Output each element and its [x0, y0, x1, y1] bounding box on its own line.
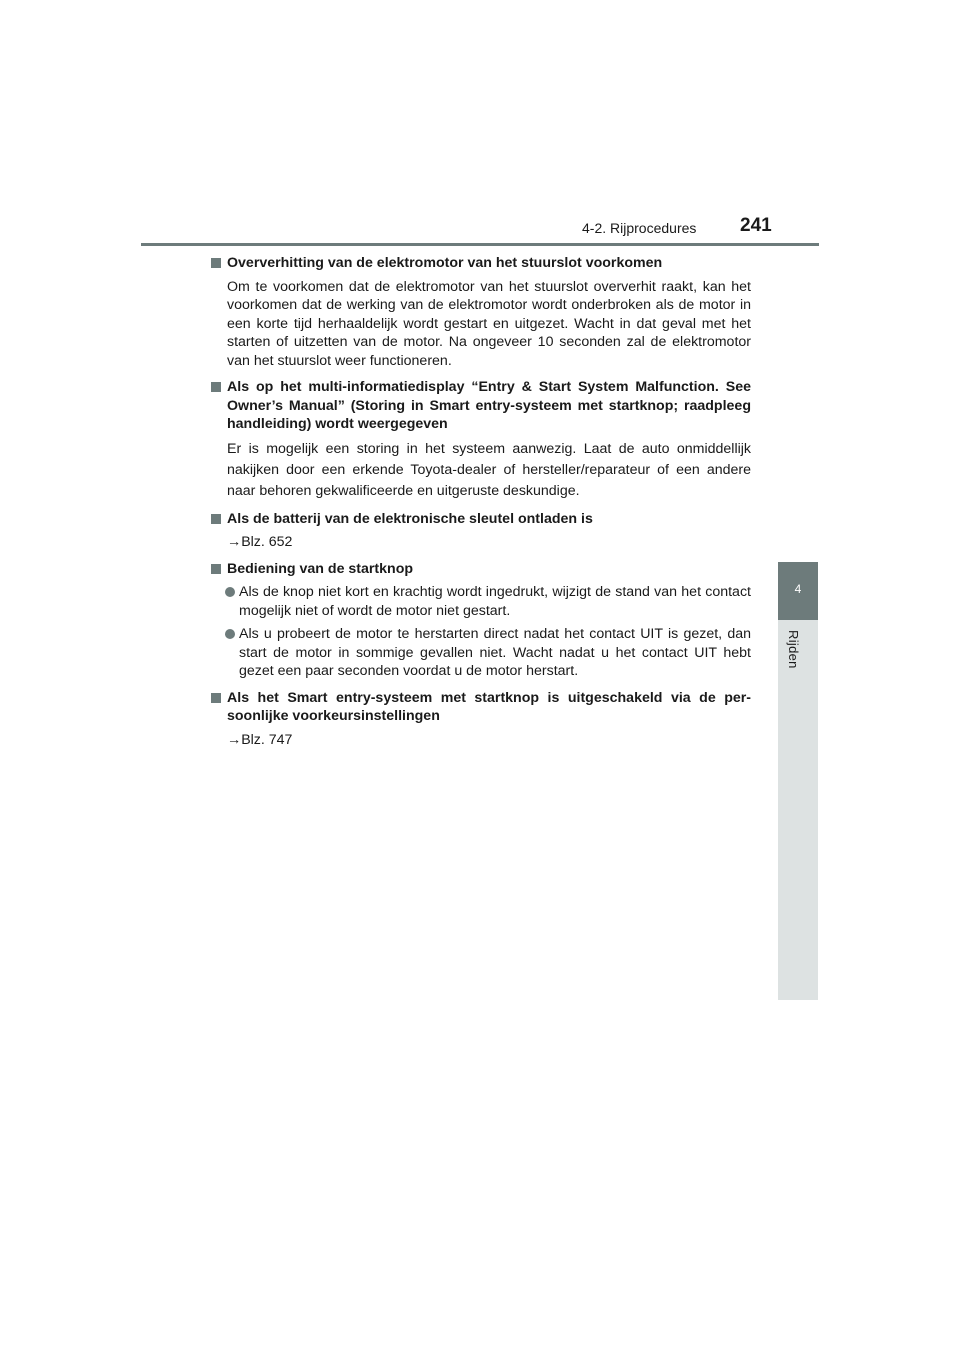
section-heading [211, 254, 751, 273]
section-title: 4-2. Rijprocedures [582, 220, 697, 236]
section-key-battery [211, 510, 751, 552]
section-heading-text: Als het Smart entry-systeem met startknop is uitgeschakeld via de per-soonlijke voorkeursinstellingen [227, 689, 751, 724]
section-heading-text: Bediening van de startknop [227, 560, 414, 577]
square-bullet-icon [211, 382, 221, 392]
list-item-text: Als u probeert de motor te herstarten direct nadat het contact UIT is gezet, dan start de motor in sommige gevallen niet. Wacht nadat u het contact UIT hebt gezet een paar seconden voordat u de motor herstart. [239, 626, 751, 679]
square-bullet-icon [211, 514, 221, 524]
section-heading-text: Oververhitting van de elektromotor van het stuurslot voorkomen [227, 255, 663, 271]
header-divider [141, 243, 819, 246]
section-overheating [211, 254, 751, 370]
section-malfunction-message [211, 378, 751, 502]
section-paragraph: Om te voorkomen dat de elektromotor van het stuurslot oververhit raakt, kan het voorkomen dat de werking van de elektromotor wordt onderbroken als de motor in een korte tijd herhaaldelijk wordt gestart en uitgezet. Wacht in dat geval met het starten of uitzetten van de motor. Na ongeveer 10 seconden zal de elektromotor van het stuurslot weer functioneren. [227, 278, 751, 369]
section-smart-entry-disabled [211, 689, 751, 750]
square-bullet-icon [211, 693, 221, 703]
section-start-button [211, 560, 751, 681]
section-heading [211, 689, 751, 726]
list-item [211, 583, 751, 620]
page-number: 241 [740, 215, 772, 236]
section-heading [211, 378, 751, 434]
square-bullet-icon [211, 258, 221, 268]
square-bullet-icon [211, 564, 221, 574]
list-item-text: Als de knop niet kort en krachtig wordt ingedrukt, wijzigt de stand van het contact mogelijk niet of wordt de motor niet gestart. [239, 584, 751, 619]
page-reference-link[interactable]: →Blz. 652 [227, 534, 293, 550]
section-heading-text: Als de batterij van de elektronische sleutel ontladen is [227, 510, 593, 527]
section-heading [211, 510, 751, 529]
section-heading-text: Als op het multi-informatiedisplay “Entry & Start System Malfunction. See Owner’s Manual” (Storing in Smart entry-systeem met startknop; raadpleeg handleiding) wordt weergegeven [227, 379, 751, 432]
list-item [211, 625, 751, 681]
round-bullet-icon [225, 587, 235, 597]
chapter-label: Rijden [786, 630, 801, 669]
section-heading [211, 560, 751, 579]
page-reference-link[interactable]: →Blz. 747 [227, 731, 293, 748]
round-bullet-icon [225, 629, 235, 639]
chapter-number: 4 [794, 582, 802, 596]
page-content [211, 254, 751, 757]
chapter-tab [778, 562, 818, 620]
section-paragraph: Er is mogelijk een storing in het systeem aanwezig. Laat de auto onmiddellijk nakijken door een erkende Toyota-dealer of hersteller/reparateur of een andere naar behoren gekwalificeerde en uitgeruste deskundige. [227, 440, 751, 499]
chapter-tab-strip [778, 620, 818, 1000]
